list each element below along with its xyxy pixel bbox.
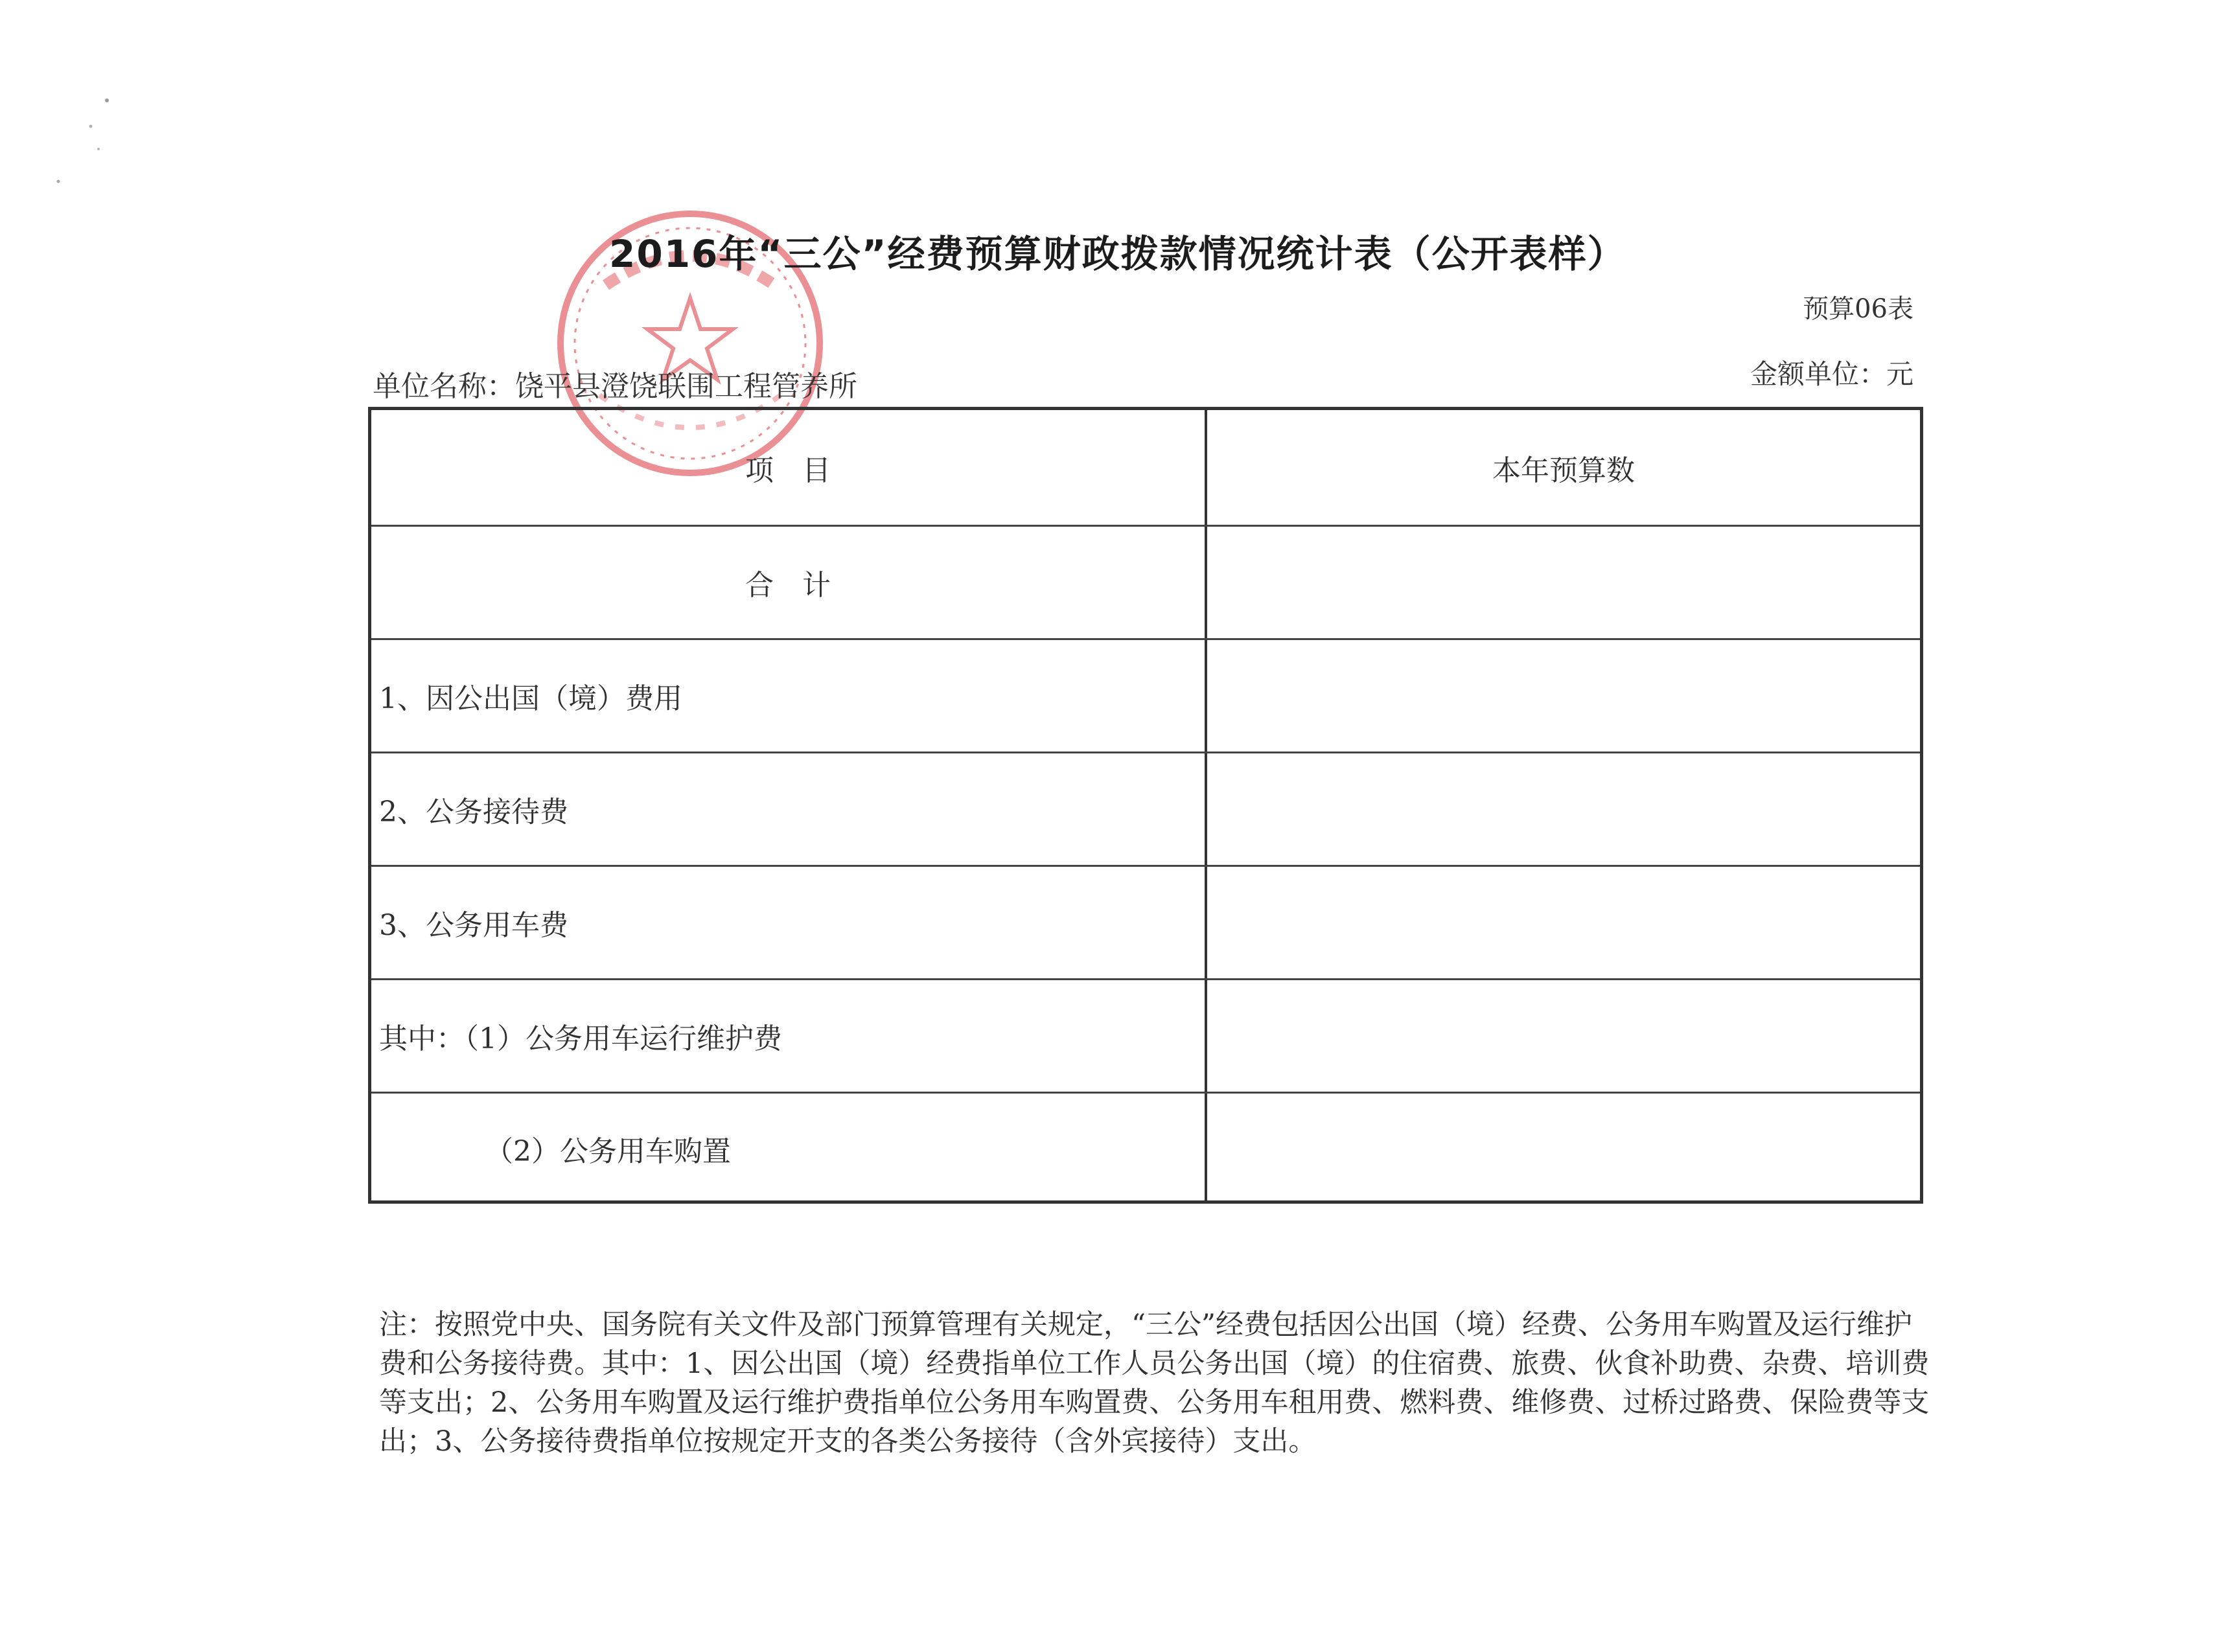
header-item [371, 410, 1207, 525]
row-value-cell [1207, 1094, 1920, 1204]
table-row [371, 867, 1920, 980]
row-value-cell [1207, 527, 1920, 638]
row-label: 2、公务接待费 [379, 796, 568, 829]
row-label: 其中：（1）公务用车运行维护费 [379, 1022, 782, 1055]
table-header-row [371, 410, 1920, 527]
table-row [371, 527, 1920, 640]
page-title: 2016年“三公”经费预算财政拨款情况统计表（公开表样） [609, 232, 1626, 276]
header-item-label: 项 目 [745, 453, 831, 487]
row-label-cell [371, 1094, 1207, 1204]
footnote: 注：按照党中央、国务院有关文件及部门预算管理有关规定，“三公”经费包括因公出国（境）经费、公务用车购置及运行维护费和公务接待费。其中：1、因公出国（境）经费指单位工作人员公务出国（境）的住宿费、旅费、伙食补助费、杂费、培训费等支出；2、公务用车购置及运行维护费指单位公务用车购置费、公务用车租用费、燃料费、维修费、过桥过路费、保险费等支出；3、公务接待费指单位按规定开支的各类公务接待（含外宾接待）支出。 [379, 1309, 1930, 1458]
row-label: 1、因公出国（境）费用 [379, 682, 682, 715]
header-budget [1207, 410, 1920, 525]
row-label: 3、公务用车费 [379, 909, 568, 942]
table-row [371, 980, 1920, 1094]
row-label: （2）公务用车购置 [485, 1135, 731, 1168]
row-value-cell [1207, 867, 1920, 978]
row-value-cell [1207, 640, 1920, 751]
table-row [371, 640, 1920, 753]
row-value-cell [1207, 753, 1920, 865]
row-value-cell [1207, 980, 1920, 1092]
row-label-cell [371, 980, 1207, 1092]
amount-unit: 金额单位：元 [1750, 358, 1913, 390]
budget-table [368, 407, 1923, 1204]
row-label-cell [371, 753, 1207, 865]
form-number: 预算06表 [1803, 294, 1913, 324]
header-budget-label: 本年预算数 [1492, 453, 1635, 487]
row-label: 合 计 [745, 569, 831, 602]
row-label-cell [371, 527, 1207, 638]
scan-specks [39, 78, 130, 207]
table-row [371, 753, 1920, 867]
unit-name: 单位名称：饶平县澄饶联围工程管养所 [373, 370, 857, 403]
row-label-cell [371, 640, 1207, 751]
table-row [371, 1094, 1920, 1204]
row-label-cell [371, 867, 1207, 978]
